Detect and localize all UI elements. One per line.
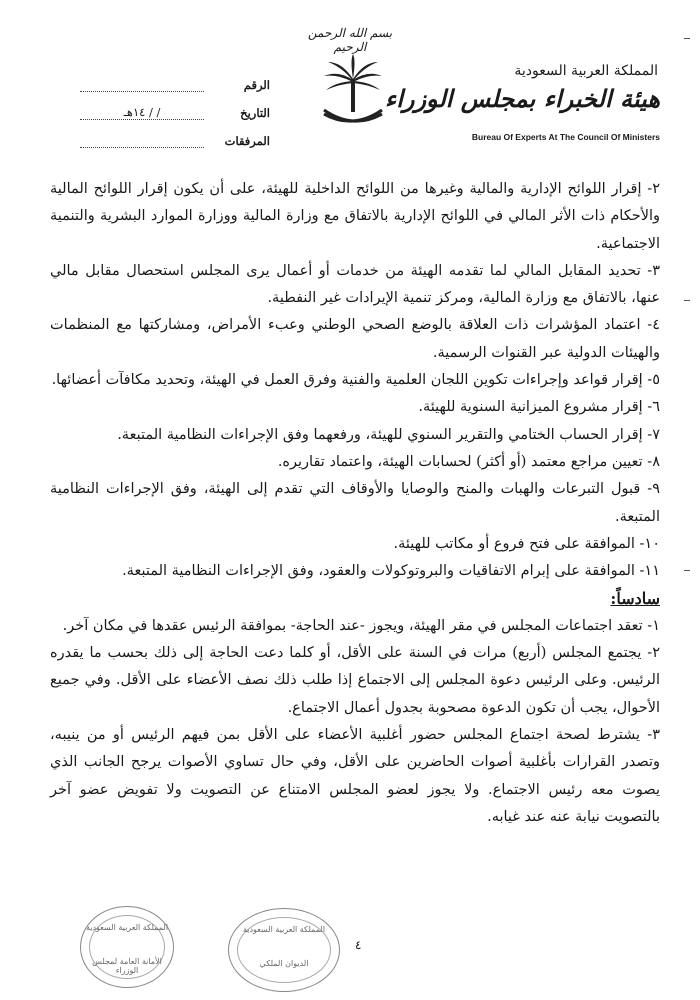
reference-attachments-row bbox=[80, 120, 270, 148]
list-item: ٣- تحديد المقابل المالي لما تقدمه الهيئة من خدمات أو أعمال يرى المجلس استحصال مقابل مالي عنها، بالاتفاق مع وزارة المالية، ومركز تنمية الإيرادات غير النفطية. bbox=[50, 262, 660, 307]
list-item: ٦- إقرار مشروع الميزانية السنوية للهيئة. bbox=[418, 399, 660, 416]
reference-attachments-label: المرفقات bbox=[224, 134, 270, 148]
reference-number-label: الرقم bbox=[243, 78, 270, 92]
document-body bbox=[50, 176, 660, 831]
section-list-item: ١- تعقد اجتماعات المجلس في مقر الهيئة، ويجوز -عند الحاجة- بموافقة الرئيس عقدها في مكان آخر. bbox=[62, 617, 660, 634]
palm-swords-emblem-icon bbox=[318, 52, 388, 132]
section-list-item: ٢- يجتمع المجلس (أربع) مرات في السنة على الأقل، أو كلما دعت الحاجة إلى ذلك بحسب ما يقدره الرئيس. وعلى الرئيس دعوة المجلس إلى الاجتماع إذا طلب ذلك نصف الأعضاء على الأقل. وفي جميع الأحوال، يجب أن تكون الدعوة مصحوبة بجدول أعمال الاجتماع. bbox=[50, 645, 660, 716]
reference-number-row bbox=[80, 64, 270, 92]
page-number: ٤ bbox=[355, 938, 362, 952]
reference-number-field bbox=[80, 77, 204, 92]
list-item: ٨- تعيين مراجع معتمد (أو أكثر) لحسابات الهيئة، واعتماد تقاريره. bbox=[277, 453, 660, 470]
official-stamp-right: المملكة العربية السعودية الديوان الملكي bbox=[228, 908, 340, 992]
list-item: ١٠- الموافقة على فتح فروع أو مكاتب للهيئة. bbox=[393, 535, 660, 552]
list-item: ٢- إقرار اللوائح الإدارية والمالية وغيرها من اللوائح الداخلية للهيئة، على أن يكون إقرار اللوائح المالية والأحكام ذات الأثر المالي في اللوائح الإدارية بالاتفاق مع وزارة المالية ووزارة الموارد البشرية والتنمية الاجتماعية. bbox=[50, 181, 660, 252]
list-item: ٩- قبول التبرعات والهبات والمنح والوصايا والأوقاف التي تقدم إلى الهيئة، وفق الإجراءات النظامية المتبعة. bbox=[50, 481, 660, 525]
fold-mark bbox=[684, 300, 690, 301]
fold-mark bbox=[684, 570, 690, 571]
kingdom-name: المملكة العربية السعودية bbox=[514, 63, 658, 79]
bureau-name-arabic: هيئة الخبراء بمجلس الوزراء bbox=[384, 84, 660, 113]
list-item: ٧- إقرار الحساب الختامي والتقرير السنوي للهيئة، ورفعهما وفق الإجراءات النظامية المتبعة. bbox=[117, 426, 660, 443]
reference-date-row bbox=[80, 92, 270, 120]
fold-mark bbox=[684, 38, 690, 39]
reference-date-label: التاريخ bbox=[240, 106, 270, 120]
list-item: ٥- إقرار قواعد وإجراءات تكوين اللجان العلمية والفنية وفرق العمل في الهيئة، وتحديد مكافآت أعضائها. bbox=[51, 372, 660, 389]
list-item: ١١- الموافقة على إبرام الاتفاقيات والبروتوكولات والعقود، وفق الإجراءات النظامية المتبعة. bbox=[122, 563, 660, 580]
bureau-name-english: Bureau Of Experts At The Council Of Ministers bbox=[471, 132, 660, 142]
reference-date-field: / / ١٤هـ bbox=[80, 105, 204, 120]
section-heading: سادساً: bbox=[610, 589, 660, 609]
section-list-item: ٣- يشترط لصحة اجتماع المجلس حضور أغلبية الأعضاء على الأقل بمن فيهم الرئيس أو من ينيبه، وتصدر القرارات بأغلبية أصوات الحاضرين على الأقل، وفي حال تساوي الأصوات يرجح الجانب الذي يصوت معه رئيس الاجتماع. ولا يجوز لعضو المجلس الامتناع عن التصويت ولا تفويض عضو آخر بالتصويت نيابة عنه عند غيابه. bbox=[50, 726, 660, 825]
list-item: ٤- اعتماد المؤشرات ذات العلاقة بالوضع الصحي الوطني وعبء الأمراض، ومشاركتها مع المنظمات والهيئات الدولية عبر القنوات الرسمية. bbox=[50, 317, 660, 361]
reference-block bbox=[80, 64, 270, 148]
basmala: بسم الله الرحمن الرحيم bbox=[307, 26, 393, 54]
reference-attachments-field bbox=[80, 133, 204, 148]
official-stamp-left: المملكة العربية السعودية الأمانة العامة لمجلس الوزراء bbox=[80, 906, 174, 988]
